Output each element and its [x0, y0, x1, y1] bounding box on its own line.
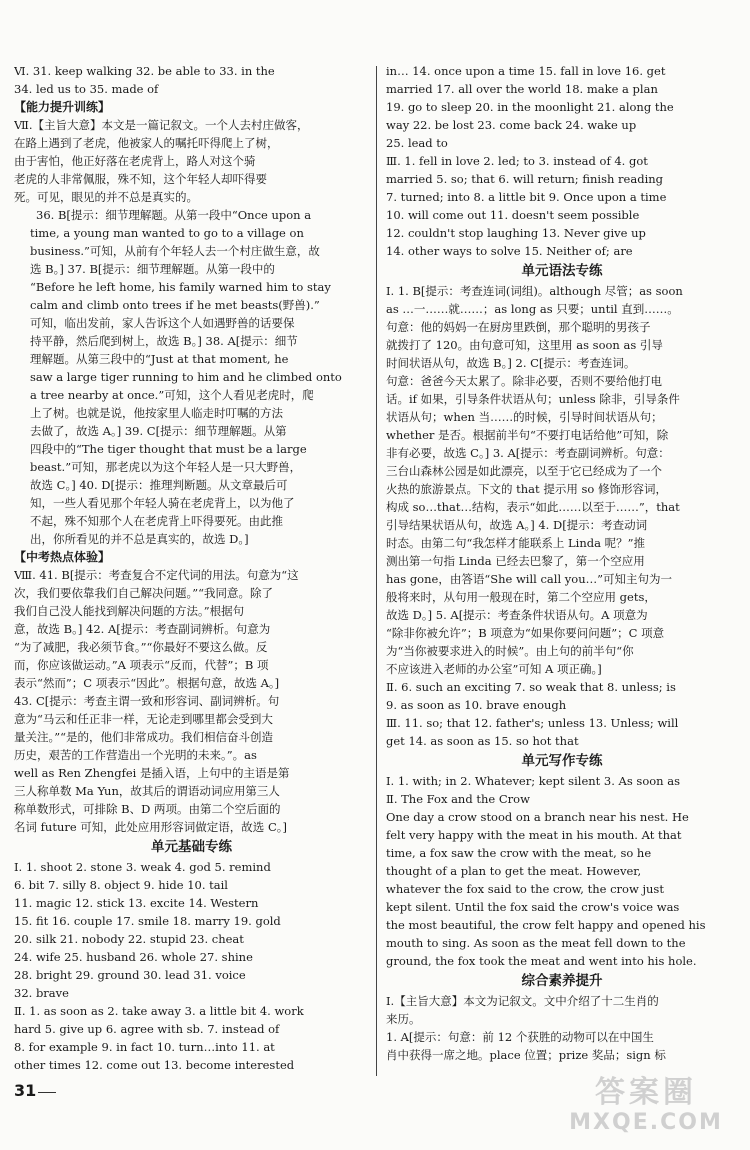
text-line: 理解题。从第三段中的“Just at that moment, he [30, 352, 289, 366]
text-line: married 17. all over the world 18. make a plan [386, 82, 658, 96]
text-line: 四段中的“The tiger thought that must be a large [30, 442, 307, 456]
text-line: Ⅰ. 1. with; in 2. Whatever; kept silent 3. As soon as [386, 774, 680, 788]
subsection-label: 【中考热点体验】 [14, 550, 111, 564]
text-line: 时态。由第二句“我怎样才能联系上 Linda 呢？”推 [386, 536, 646, 550]
text-line: Ⅲ. 11. so; that 12. father's; unless 13. Unless; will [386, 716, 679, 730]
text-line: 死。可见，眼见的并不总是真实的。 [14, 190, 198, 204]
text-line: felt very happy with the meat in his mouth. At that [386, 828, 682, 842]
text-line: well as Ren Zhengfei 是插入语，上句中的主语是第 [14, 766, 290, 780]
text-line: 11. magic 12. stick 13. excite 14. Western [14, 896, 259, 910]
text-line: 时间状语从句，故选 B。] 2. C[提示：考查连词。 [386, 356, 636, 370]
text-line: 句意：他的妈妈一在厨房里跌倒，那个聪明的男孩子 [386, 320, 651, 334]
text-line: 非有必要，故选 C。] 3. A[提示：考查副词辨析。句意： [386, 446, 670, 460]
text-line: 在路上遇到了老虎，他被家人的嘱托吓得爬上了树， [14, 136, 279, 150]
text-line: 1. A[提示：句意：前 12 个获胜的动物可以在中国生 [386, 1030, 654, 1044]
text-line: 来历。 [386, 1012, 421, 1026]
text-line: 由于害怕，他正好落在老虎背上，路人对这个骑 [14, 154, 256, 168]
text-line: Ⅶ.【主旨大意】本文是一篇记叙文。一个人去村庄做客， [14, 118, 309, 132]
text-line: Ⅵ. 31. keep walking 32. be able to 33. in the [14, 64, 275, 78]
text-line: 次，我们要依靠我们自己解决问题。”“我同意。除了 [14, 586, 274, 600]
text-line: 构成 so…that…结构，表示“如此……以至于……”，that [386, 500, 680, 514]
watermark-top-text: 答案圈 [595, 1075, 697, 1110]
text-line: Ⅷ. 41. B[提示：考查复合不定代词的用法。句意为“这 [14, 568, 299, 582]
text-line: 知，一些人看见那个年轻人骑在老虎背上，以为他了 [30, 496, 295, 510]
page-number: 31 [14, 1081, 37, 1100]
text-line: Ⅱ. 6. such an exciting 7. so weak that 8. unless; is [386, 680, 676, 694]
text-line: other times 12. come out 13. become interested [14, 1058, 295, 1072]
text-line: 28. bright 29. ground 30. lead 31. voice [14, 968, 246, 982]
text-line: Ⅰ. 1. B[提示：考查连词(词组)。although 尽管；as soon [386, 284, 683, 298]
text-line: 32. brave [14, 986, 69, 1000]
text-line: 7. turned; into 8. a little bit 9. Once upon a time [386, 190, 667, 204]
text-line: 历史，艰苦的工作营造出一个光明的未来。”。as [14, 748, 257, 762]
text-line: 肖中获得一席之地。place 位置；prize 奖品；sign 标 [386, 1048, 666, 1062]
text-line: 话。if 如果，引导条件状语从句；unless 除非，引导条件 [386, 392, 680, 406]
text-line: 称单数形式，可排除 B、D 两项。由第二个空后面的 [14, 802, 281, 816]
text-line: time, a young man wanted to go to a village on [30, 226, 304, 240]
left-column [14, 62, 369, 1074]
text-line: One day a crow stood on a branch near his nest. He [386, 810, 689, 824]
text-line: a tree nearby at once.”可知，这个人看见老虎时，爬 [30, 388, 314, 402]
text-line: 三台山森林公园是如此漂亮，以至于它已经成为了一个 [386, 464, 662, 478]
text-line: married 5. so; that 6. will return; finish reading [386, 172, 664, 186]
text-line: get 14. as soon as 15. so hot that [386, 734, 579, 748]
subsection-label: 【能力提升训练】 [14, 100, 111, 114]
text-line: 20. silk 21. nobody 22. stupid 23. cheat [14, 932, 244, 946]
text-line: whatever the fox said to the crow, the crow just [386, 882, 664, 896]
text-line: 表示“然而”；C 项表示“因此”。根据句意，故选 A。] [14, 676, 280, 690]
text-line: 选 B。] 37. B[提示：细节理解题。从第一段中的 [30, 262, 275, 276]
text-line: 不起，殊不知那个人在老虎背上吓得要死。由此推 [30, 514, 283, 528]
text-line: 上了树。也就是说，他按家里人临走时叮嘱的方法 [30, 406, 283, 420]
text-line: Ⅱ. 1. as soon as 2. take away 3. a little bit 4. work [14, 1004, 304, 1018]
text-line: “Before he left home, his family warned him to stay [30, 280, 331, 294]
text-line: the most beautiful, the crow felt happy and opened his [386, 918, 706, 932]
text-line: way 22. be lost 23. come back 24. wake up [386, 118, 637, 132]
text-line: 14. other ways to solve 15. Neither of; are [386, 244, 633, 258]
text-line: has gone，由答语“She will call you…”可知主句为一 [386, 572, 672, 586]
text-line: “除非你被允许”；B 项意为“如果你要问问题”；C 项意 [386, 626, 665, 640]
text-line: calm and climb onto trees if he met beasts(野兽).” [30, 298, 320, 312]
text-line: Ⅲ. 1. fell in love 2. led; to 3. instead of 4. got [386, 154, 648, 168]
text-line: 意为“马云和任正非一样，无论走到哪里都会受到大 [14, 712, 273, 726]
column-divider [376, 66, 377, 1076]
text-line: whether 是否。根据前半句“不要打电话给他”可知，除 [386, 428, 669, 442]
text-line: 状语从句；when 当……的时候，引导时间状语从句； [386, 410, 663, 424]
text-line: 8. for example 9. in fact 10. turn…into 11. at [14, 1040, 275, 1054]
text-line: time, a fox saw the crow with the meat, so he [386, 846, 652, 860]
text-line: 就拨打了 120。由句意可知，这里用 as soon as 引导 [386, 338, 663, 352]
text-line: thought of a plan to get the meat. However, [386, 864, 642, 878]
text-line: 10. will come out 11. doesn't seem possible [386, 208, 640, 222]
text-line: 不应该进入老师的办公室”可知 A 项正确。] [386, 662, 602, 676]
text-line: 意，故选 B。] 42. A[提示：考查副词辨析。句意为 [14, 622, 271, 636]
text-line: 故选 C。] 40. D[提示：推理判断题。从文章最后可 [30, 478, 288, 492]
text-line: 出，你所看见的并不总是真实的，故选 D。] [30, 532, 249, 546]
text-line: 6. bit 7. silly 8. object 9. hide 10. tail [14, 878, 228, 892]
text-line: 名词 future 可知，此处应用形容词做定语，故选 C。] [14, 820, 287, 834]
text-line: 34. led us to 35. made of [14, 82, 159, 96]
text-line: Ⅰ.【主旨大意】本文为记叙文。文中介绍了十二生肖的 [386, 994, 659, 1008]
text-line: 43. C[提示：考查主谓一致和形容词、副词辨析。句 [14, 694, 280, 708]
text-line: Ⅱ. The Fox and the Crow [386, 792, 530, 806]
right-column [386, 62, 738, 1064]
section-heading: 综合素养提升 [521, 973, 603, 989]
text-line: 火热的旅游景点。下文的 that 提示用 so 修饰形容词， [386, 482, 667, 496]
text-line: 三人称单数 Ma Yun，故其后的谓语动词应用第三人 [14, 784, 280, 798]
text-line: saw a large tiger running to him and he climbed onto [30, 370, 342, 384]
text-line: 故选 D。] 5. A[提示：考查条件状语从句。A 项意为 [386, 608, 648, 622]
text-line: 24. wife 25. husband 26. whole 27. shine [14, 950, 253, 964]
text-line: Ⅰ. 1. shoot 2. stone 3. weak 4. god 5. remind [14, 860, 271, 874]
text-line: beast.”可知，那老虎以为这个年轻人是一只大野兽， [30, 460, 302, 474]
text-line: 12. couldn't stop laughing 13. Never give up [386, 226, 646, 240]
text-line: 而，你应该做运动。”A 项表示“反而，代替”；B 项 [14, 658, 269, 672]
text-line: mouth to sing. As soon as the meat fell down to the [386, 936, 686, 950]
watermark-bottom-text: MXQE.COM [569, 1110, 723, 1135]
text-line: 19. go to sleep 20. in the moonlight 21. along the [386, 100, 674, 114]
section-heading: 单元语法专练 [521, 263, 603, 279]
text-line: in… 14. once upon a time 15. fall in love 16. get [386, 64, 666, 78]
text-line: 9. as soon as 10. brave enough [386, 698, 567, 712]
section-heading: 单元基础专练 [151, 839, 232, 855]
watermark-logo [548, 1075, 744, 1142]
text-line: business.”可知，从前有个年轻人去一个村庄做生意，故 [30, 244, 320, 258]
text-line: 持平静，然后爬到树上，故选 B。] 38. A[提示：细节 [30, 334, 298, 348]
text-line: hard 5. give up 6. agree with sb. 7. instead of [14, 1022, 280, 1036]
text-line: 15. fit 16. couple 17. smile 18. marry 19. gold [14, 914, 281, 928]
text-line: 般将来时，从句用一般现在时，第二个空应用 gets， [386, 590, 656, 604]
text-line: 可知，临出发前，家人告诉这个人如遇野兽的话要保 [30, 316, 295, 330]
text-line: “为了减肥，我必须节食。”“你最好不要这么做。反 [14, 640, 268, 654]
text-line: 36. B[提示：细节理解题。从第一段中“Once upon a [36, 208, 312, 222]
text-line: 量关注。”“是的，他们非常成功。我们相信奋斗创造 [14, 730, 274, 744]
text-line: kept silent. Until the fox said the crow's voice was [386, 900, 680, 914]
text-line: 我们自己没人能找到解决问题的方法。”根据句 [14, 604, 245, 618]
text-line: 去做了，故选 A。] 39. C[提示：细节理解题。从第 [30, 424, 287, 438]
text-line: ground, the fox took the meat and went into his hole. [386, 954, 697, 968]
text-line: 为“当你被要求进入的时候”。由上句的前半句“你 [386, 644, 634, 658]
section-heading: 单元写作专练 [521, 753, 603, 769]
text-line: 句意：爸爸今天太累了。除非必要，否则不要给他打电 [386, 374, 662, 388]
text-line: 25. lead to [386, 136, 448, 150]
text-line: 老虎的人非常佩服，殊不知，这个年轻人却吓得要 [14, 172, 267, 186]
text-line: as …一……就……；as long as 只要；until 直到……。 [386, 302, 679, 316]
text-line: 测出第一句指 Linda 已经去巴黎了，第一个空应用 [386, 554, 645, 568]
text-line: 引导结果状语从句，故选 A。] 4. D[提示：考查动词 [386, 518, 648, 532]
page-number-rule [38, 1092, 56, 1093]
